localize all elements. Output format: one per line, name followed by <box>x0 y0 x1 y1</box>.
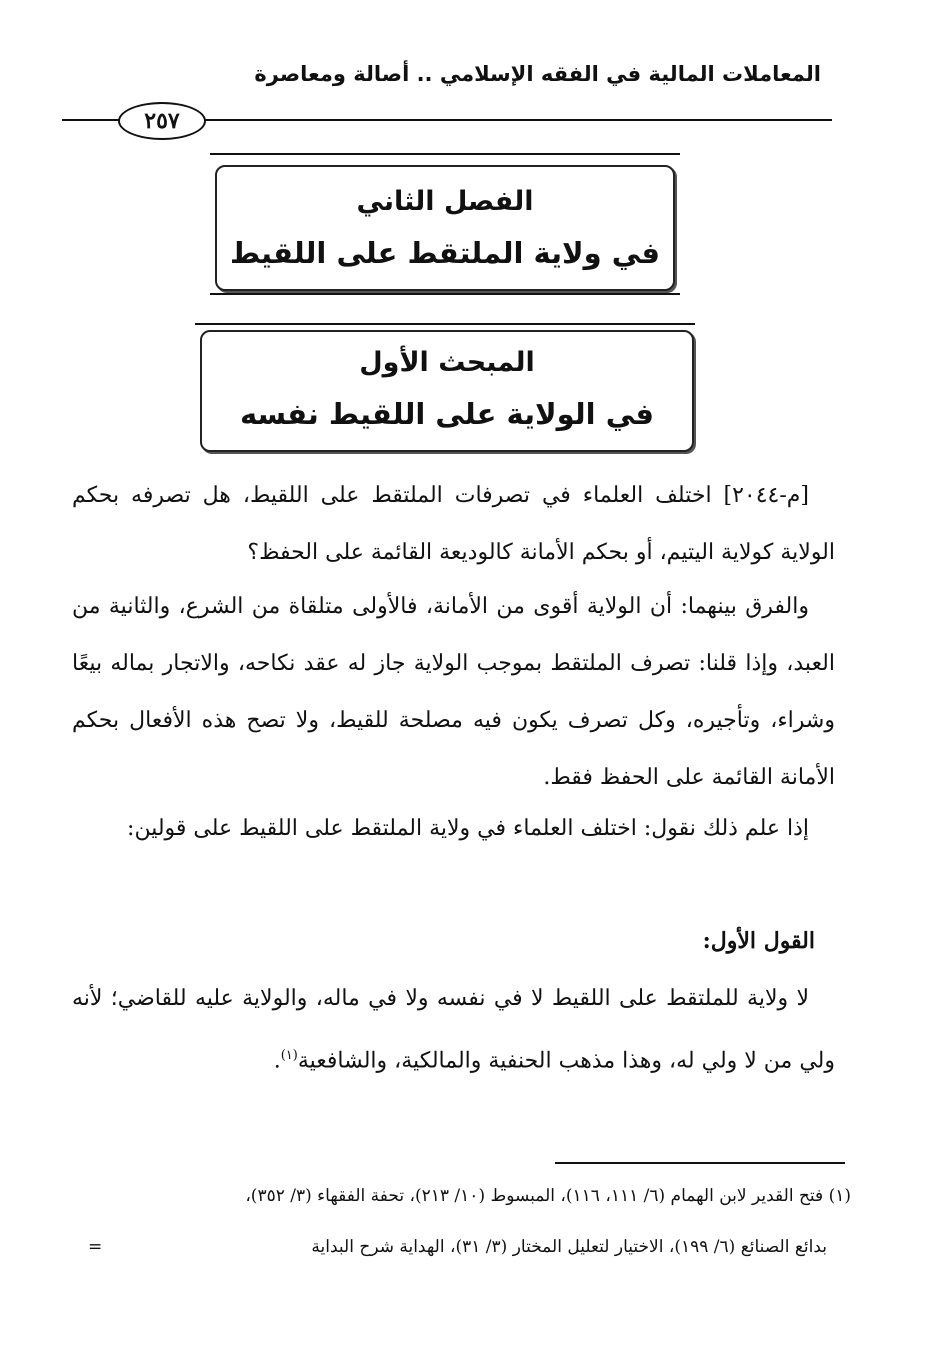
opinion-heading: القول الأول: <box>702 928 815 954</box>
section-top-rule <box>195 323 695 325</box>
paragraph-2: والفرق بينهما: أن الولاية أقوى من الأمانة، فالأولى متلقاة من الشرع، والثانية من العبد، وإذا قلنا: تصرف الملتقط بموجب الولاية جاز له عقد نكاحه، والاتجار بماله بيعًا وشراء، وتأجيره، وكل تصرف يكون فيه مصلحة للقيط، ولا تصح هذه الأفعال بحكم الأمانة القائمة على الحفظ فقط. <box>72 594 835 790</box>
paragraph-1: [م-٢٠٤٤] اختلف العلماء في تصرفات الملتقط على اللقيط، هل تصرفه بحكم الولاية كولاية اليتيم، أو بحكم الأمانة كالوديعة القائمة على الحفظ؟ <box>72 483 835 565</box>
footnote-line-1: (١) فتح القدير لابن الهمام (٦/ ١١١، ١١٦)، المبسوط (١٠/ ٢١٣)، تحفة الفقهاء (٣/ ٣٥٢)، <box>245 1186 851 1206</box>
section-title: المبحث الأول <box>359 347 535 378</box>
chapter-top-rule <box>210 153 680 155</box>
footnote-reference[interactable]: (١) <box>280 1048 298 1063</box>
section-subtitle: في الولاية على اللقيط نفسه <box>239 397 655 431</box>
chapter-title-box <box>215 165 675 291</box>
footnote-line-2 <box>70 1228 827 1266</box>
footnote-line-2-text: بدائع الصنائع (٦/ ١٩٩)، الاختيار لتعليل المختار (٣/ ٣١)، الهداية شرح البداية <box>311 1237 827 1257</box>
chapter-title: الفصل الثاني <box>356 186 534 217</box>
paragraph-4 <box>72 970 835 1089</box>
footnote-rule <box>555 1162 845 1164</box>
page-number-badge: ٢٥٧ <box>118 102 206 140</box>
footnote-continuation-mark: = <box>88 1237 103 1257</box>
paragraph-3: إذا علم ذلك نقول: اختلف العلماء في ولاية الملتقط على اللقيط على قولين: <box>127 816 809 841</box>
chapter-subtitle: في ولاية الملتقط على اللقيط <box>229 236 661 270</box>
paragraph-4-text: لا ولاية للملتقط على اللقيط لا في نفسه ولا في ماله، والولاية عليه للقاضي؛ لأنه ولي من لا ولي له، وهذا مذهب الحنفية والمالكية، والشافعية <box>72 986 835 1074</box>
paragraph-4-end: . <box>273 1048 281 1074</box>
chapter-bottom-rule <box>210 293 680 295</box>
section-title-box <box>200 330 694 452</box>
running-header-title: المعاملات المالية في الفقه الإسلامي .. أصالة ومعاصرة <box>254 62 821 86</box>
